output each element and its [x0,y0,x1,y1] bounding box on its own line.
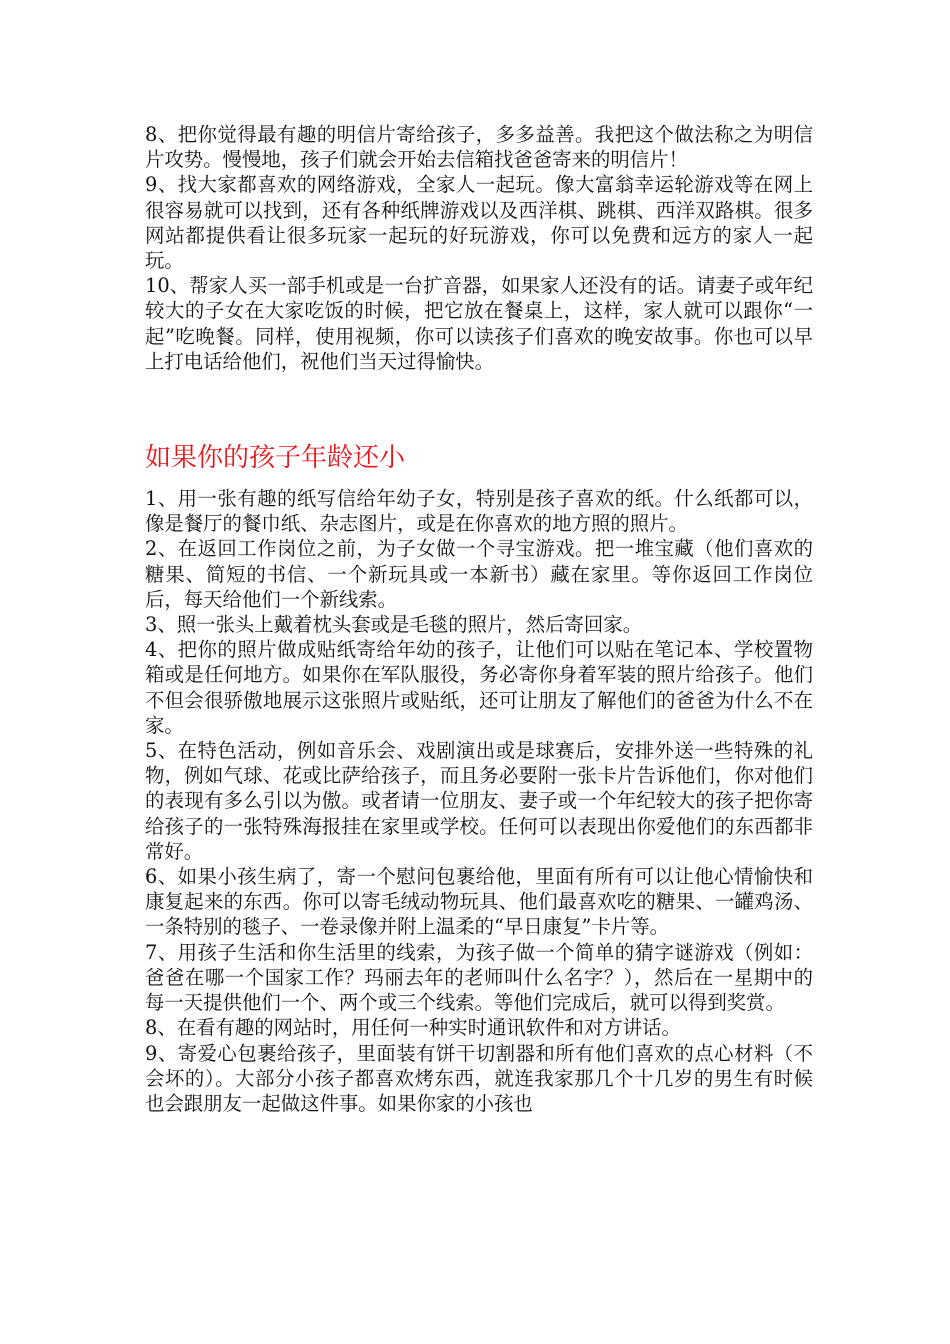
tip-item: 9、找大家都喜欢的网络游戏，全家人一起玩。像大富翁幸运轮游戏等在网上很容易就可以找到，还有各种纸牌游戏以及西洋棋、跳棋、西洋双路棋。很多网站都提供看让很多玩家一起玩的好玩游戏，你可以免费和远方的家人一起玩。 [145,173,813,273]
tip-item: 3、照一张头上戴着枕头套或是毛毯的照片，然后寄回家。 [145,613,643,637]
section-young-kids-tips [145,440,813,1116]
tip-item: 7、用孩子生活和你生活里的线索，为孩子做一个简单的猜字谜游戏（例如：爸爸在哪一个国家工作？玛丽去年的老师叫什么名字？），然后在一星期中的每一天提供他们一个、两个或三个线索。等他们完成后，就可以得到奖赏。 [145,940,813,1015]
tip-item: 4、把你的照片做成贴纸寄给年幼的孩子，让他们可以贴在笔记本、学校置物箱或是任何地方。如果你在军队服役，务必寄你身着军装的照片给孩子。他们不但会很骄傲地展示这张照片或贴纸，还可让朋友了解他们的爸爸为什么不在家。 [145,638,813,737]
document-page [145,122,813,1116]
tip-item: 8、把你觉得最有趣的明信片寄给孩子，多多益善。我把这个做法称之为明信片攻势。慢慢地，孩子们就会开始去信箱找爸爸寄来的明信片！ [145,123,813,172]
tip-item: 2、在返回工作岗位之前，为子女做一个寻宝游戏。把一堆宝藏（他们喜欢的糖果、简短的书信、一个新玩具或一本新书）藏在家里。等你返回工作岗位后，每天给他们一个新线索。 [145,537,813,611]
section-heading: 如果你的孩子年龄还小 [145,443,406,474]
tip-item: 1、用一张有趣的纸写信给年幼子女，特别是孩子喜欢的纸。什么纸都可以，像是餐厅的餐巾纸、杂志图片，或是在你喜欢的地方照的照片。 [145,487,813,536]
tip-item: 9、寄爱心包裹给孩子，里面装有饼干切割器和所有他们喜欢的点心材料（不会坏的）。大部分小孩子都喜欢烤东西，就连我家那几个十几岁的男生有时候也会跟朋友一起做这件事。如果你家的小孩也 [145,1041,813,1115]
tip-item: 6、如果小孩生病了，寄一个慰问包裹给他，里面有所有可以让他心情愉快和康复起来的东西。你可以寄毛绒动物玩具、他们最喜欢吃的糖果、一罐鸡汤、一条特别的毯子、一卷录像并附上温柔的“早日康复”卡片等。 [145,865,813,939]
tip-item: 8、在看有趣的网站时，用任何一种实时通讯软件和对方讲话。 [145,1016,681,1040]
tip-item: 5、在特色活动，例如音乐会、戏剧演出或是球赛后，安排外送一些特殊的礼物，例如气球、花或比萨给孩子，而且务必要附一张卡片告诉他们，你对他们的表现有多么引以为傲。或者请一位朋友、妻子或一个年纪较大的孩子把你寄给孩子的一张特殊海报挂在家里或学校。任何可以表现出你爱他们的东西都非常好。 [145,739,813,863]
section-spacer [145,374,813,440]
section-older-kids-tips [145,122,813,374]
tip-item: 10、帮家人买一部手机或是一台扩音器，如果家人还没有的话。请妻子或年纪较大的子女在大家吃饭的时候，把它放在餐桌上，这样，家人就可以跟你“一起”吃晚餐。同样，使用视频，你可以读孩子们喜欢的晚安故事。你也可以早上打电话给他们，祝他们当天过得愉快。 [145,274,813,373]
